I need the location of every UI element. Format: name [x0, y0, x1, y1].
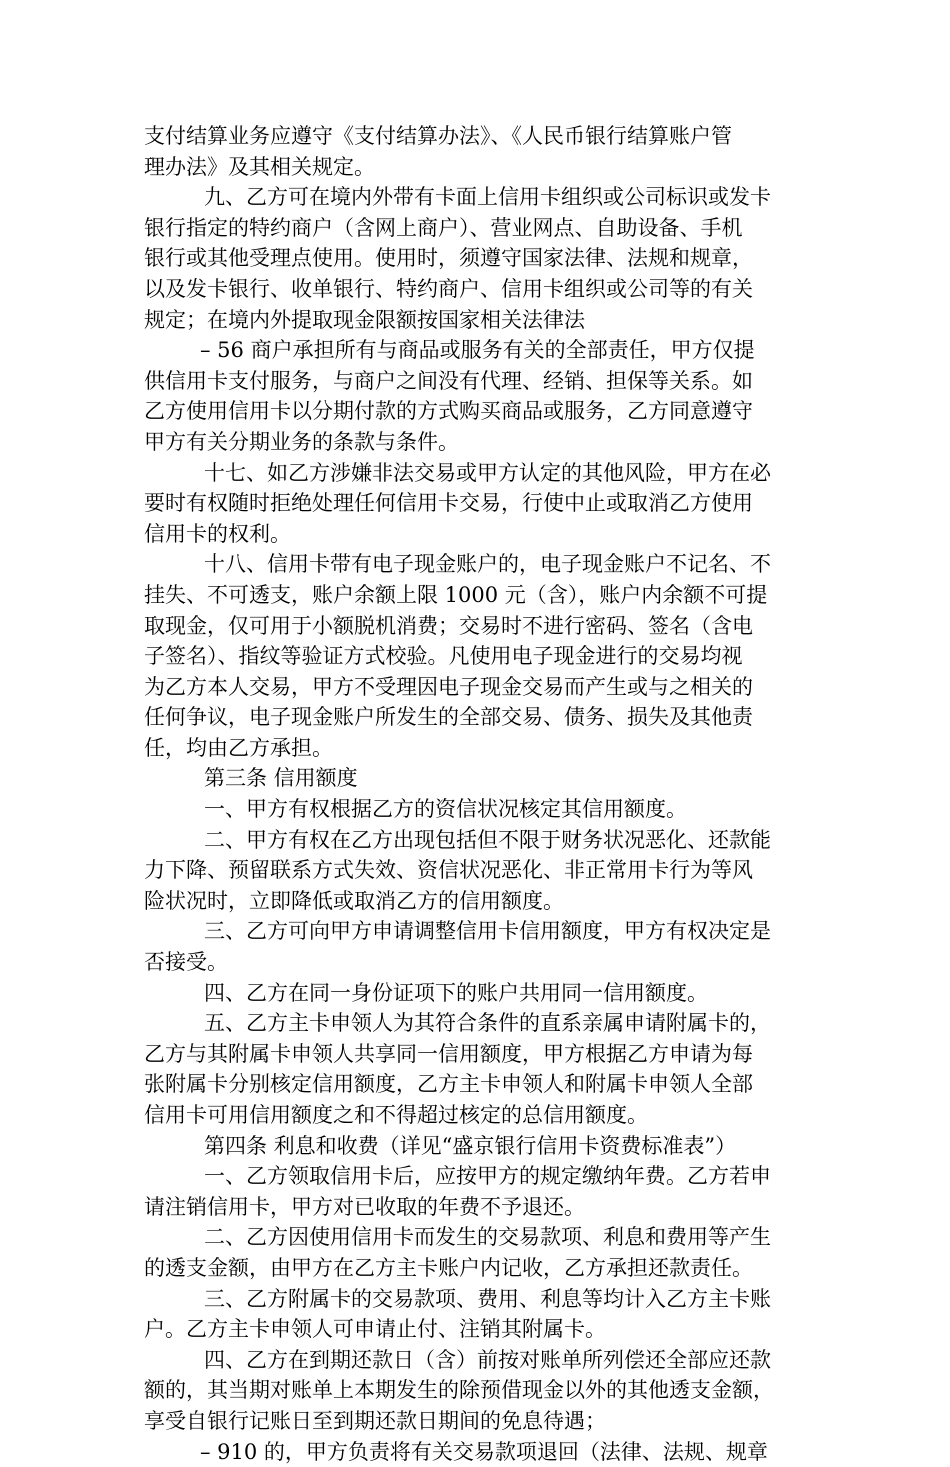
- text-line: 三、乙方可向甲方申请调整信用卡信用额度，甲方有权决定是: [204, 919, 771, 944]
- text-line: – 910 的，甲方负责将有关交易款项退回（法律、法规、规章: [200, 1439, 768, 1464]
- text-line: 第三条 信用额度: [204, 766, 358, 791]
- text-line: 十七、如乙方涉嫌非法交易或甲方认定的其他风险，甲方在必: [204, 460, 771, 485]
- text-line: 一、甲方有权根据乙方的资信状况核定其信用额度。: [204, 797, 687, 822]
- text-line: 任何争议，电子现金账户所发生的全部交易、债务、损失及其他责: [144, 705, 753, 730]
- text-line: 子签名）、指纹等验证方式校验。凡使用电子现金进行的交易均视: [144, 644, 743, 669]
- document-body: [144, 121, 816, 1467]
- text-line: 挂失、不可透支，账户余额上限 1000 元（含），账户内余额不可提: [144, 582, 768, 607]
- text-line: 支付结算业务应遵守《支付结算办法》、《人民币银行结算账户管: [144, 124, 732, 148]
- text-line: 理办法》及其相关规定。: [144, 154, 375, 179]
- text-line: 第四条 利息和收费（详见“盛京银行信用卡资费标准表”）: [204, 1133, 737, 1158]
- text-line: 供信用卡支付服务，与商户之间没有代理、经销、担保等关系。如: [144, 368, 753, 393]
- text-line: 险状况时，立即降低或取消乙方的信用额度。: [144, 888, 564, 913]
- text-line: 一、乙方领取信用卡后，应按甲方的规定缴纳年费。乙方若申: [204, 1164, 771, 1189]
- text-line: – 56 商户承担所有与商品或服务有关的全部责任，甲方仅提: [200, 338, 755, 363]
- text-line: 银行或其他受理点使用。使用时，须遵守国家法律、法规和规章，: [144, 246, 753, 271]
- text-line: 要时有权随时拒绝处理任何信用卡交易，行使中止或取消乙方使用: [144, 491, 753, 516]
- text-line: 五、乙方主卡申领人为其符合条件的直系亲属申请附属卡的，: [204, 1011, 771, 1036]
- text-line: 银行指定的特约商户（含网上商户）、营业网点、自助设备、手机: [144, 215, 743, 240]
- text-line: 九、乙方可在境内外带有卡面上信用卡组织或公司标识或发卡: [204, 185, 771, 210]
- text-line: 二、甲方有权在乙方出现包括但不限于财务状况恶化、还款能: [204, 827, 771, 852]
- text-line: 力下降、预留联系方式失效、资信状况恶化、非正常用卡行为等风: [144, 858, 753, 883]
- text-line: 户。乙方主卡申领人可申请止付、注销其附属卡。: [144, 1317, 606, 1342]
- text-line: 信用卡可用信用额度之和不得超过核定的总信用额度。: [144, 1103, 648, 1127]
- text-line: 乙方与其附属卡申领人共享同一信用额度，甲方根据乙方申请为每: [144, 1041, 753, 1066]
- text-line: 请注销信用卡，甲方对已收取的年费不予退还。: [144, 1194, 585, 1219]
- text-line: 三、乙方附属卡的交易款项、费用、利息等均计入乙方主卡账: [204, 1286, 771, 1311]
- text-line: 否接受。: [144, 950, 228, 975]
- text-line: 规定；在境内外提取现金限额按国家相关法律法: [144, 307, 585, 332]
- text-line: 为乙方本人交易，甲方不受理因电子现金交易而产生或与之相关的: [144, 674, 753, 699]
- text-line: 取现金，仅可用于小额脱机消费；交易时不进行密码、签名（含电: [144, 613, 753, 638]
- text-line: 十八、信用卡带有电子现金账户的，电子现金账户不记名、不: [204, 552, 771, 577]
- text-line: 四、乙方在同一身份证项下的账户共用同一信用额度。: [204, 980, 708, 1005]
- text-line: 享受自银行记账日至到期还款日期间的免息待遇；: [144, 1408, 606, 1433]
- text-line: 额的，其当期对账单上本期发生的除预借现金以外的其他透支金额，: [144, 1378, 774, 1403]
- text-line: 任，均由乙方承担。: [144, 735, 333, 760]
- text-line: 乙方使用信用卡以分期付款的方式购买商品或服务，乙方同意遵守: [144, 399, 753, 424]
- text-line: 信用卡的权利。: [144, 521, 291, 546]
- text-line: 以及发卡银行、收单银行、特约商户、信用卡组织或公司等的有关: [144, 276, 753, 301]
- text-line: 二、乙方因使用信用卡而发生的交易款项、利息和费用等产生: [204, 1225, 771, 1250]
- text-line: 张附属卡分别核定信用额度，乙方主卡申领人和附属卡申领人全部: [144, 1072, 753, 1097]
- text-line: 的透支金额，由甲方在乙方主卡账户内记收，乙方承担还款责任。: [144, 1255, 753, 1280]
- text-line: 甲方有关分期业务的条款与条件。: [144, 429, 459, 454]
- text-line: 四、乙方在到期还款日（含）前按对账单所列偿还全部应还款: [204, 1347, 771, 1372]
